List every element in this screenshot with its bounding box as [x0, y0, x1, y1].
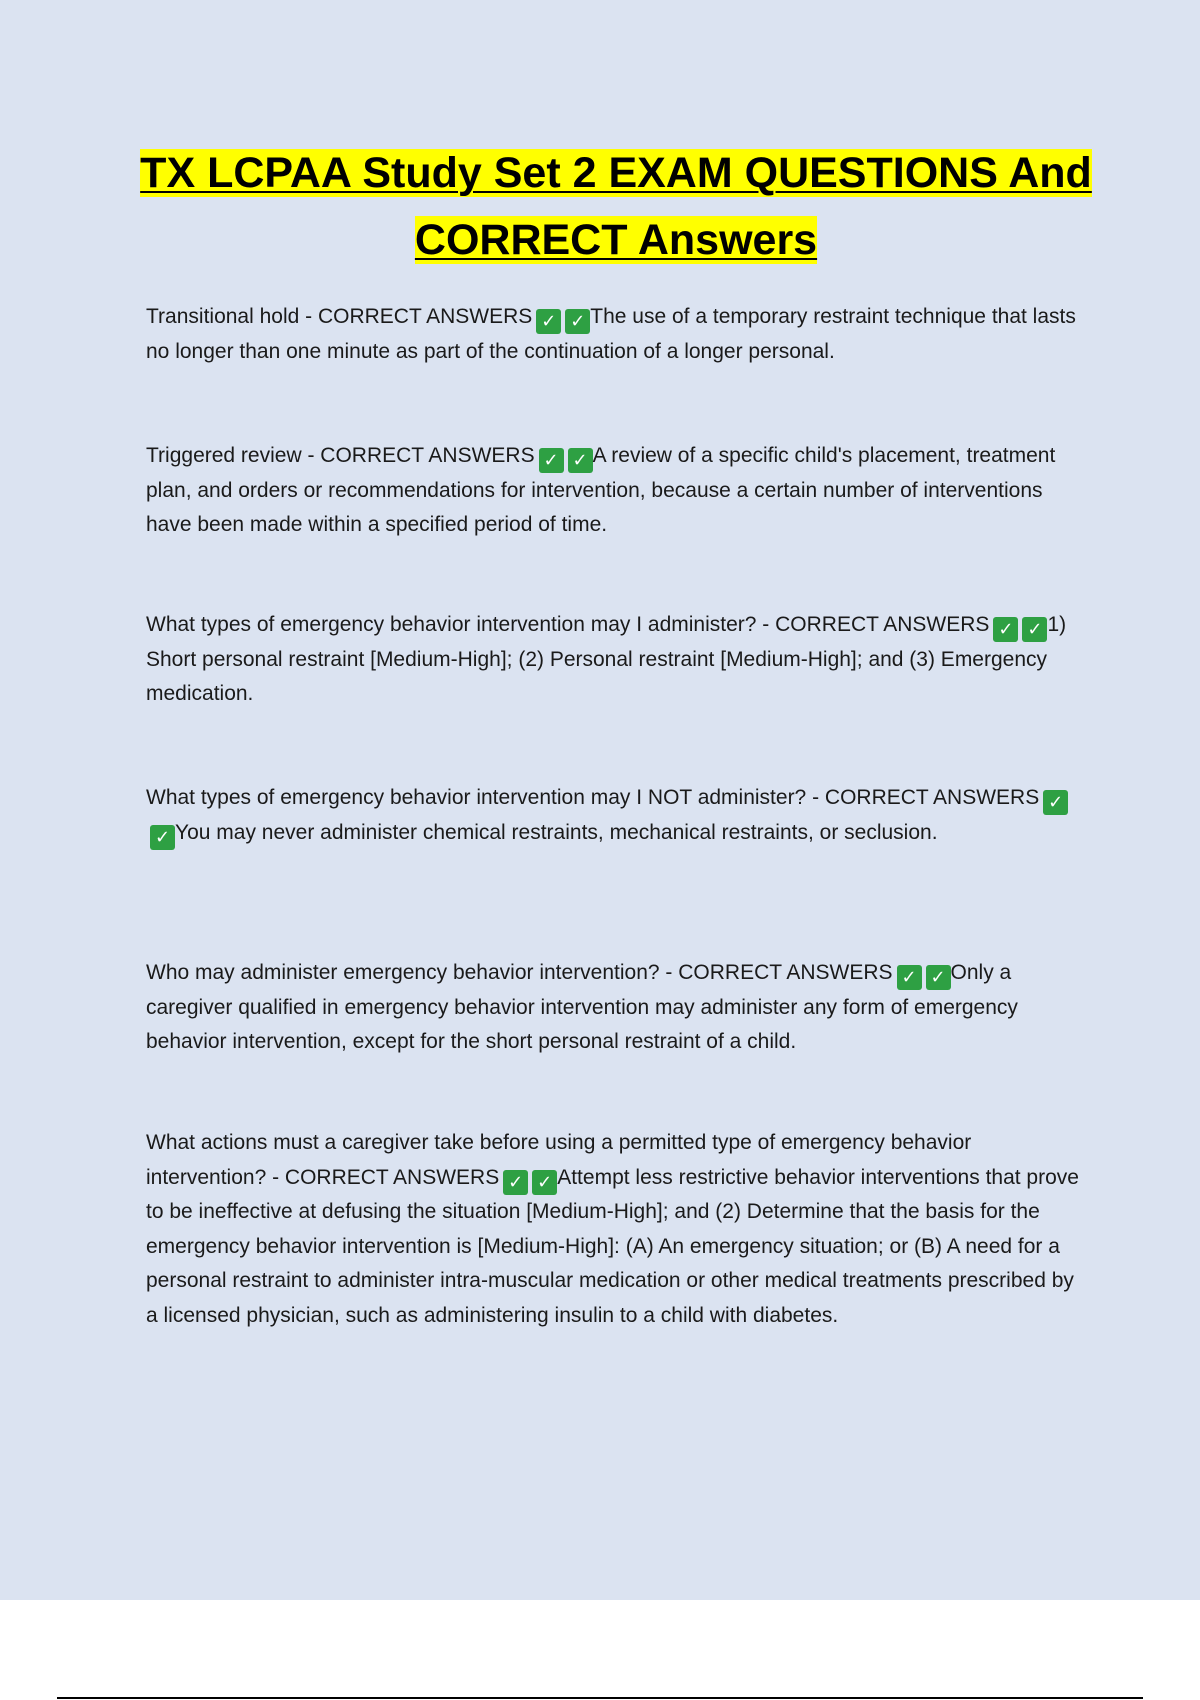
footer-divider: [57, 1697, 1143, 1699]
check-mark-icon: ✓: [568, 448, 593, 473]
qa-item-transitional-hold: [146, 300, 1086, 369]
qa-item-who-may-administer: [146, 956, 1086, 1060]
answer-text: Attempt less restrictive behavior interventions that prove to be ineffective at defusing the situation [Medium-High]; and (2) Determine that the basis for the emergency behavior intervention is [Medium-High]: (A) An emergency situation; or (B) A need for a personal restraint to administer intra-muscular medication or other medical treatments prescribed by a licensed physician, such as administering insulin to a child with diabetes.: [146, 1165, 1079, 1327]
answer-text: The use of a temporary restraint technique that lasts no longer than one minute as part of the continuation of a longer personal.: [146, 305, 1076, 363]
qa-item-triggered-review: [146, 439, 1086, 543]
question-text: Triggered review - CORRECT ANSWERS: [146, 444, 535, 467]
question-text: Transitional hold - CORRECT ANSWERS: [146, 305, 533, 328]
question-text: What types of emergency behavior intervention may I administer? - CORRECT ANSWERS: [146, 613, 990, 636]
answer-text: 1) Short personal restraint [Medium-High]; (2) Personal restraint [Medium-High]; and (3) Emergency medication.: [146, 613, 1067, 705]
check-mark-icon: ✓: [1043, 790, 1068, 815]
answer-text: You may never administer chemical restraints, mechanical restraints, or seclusion.: [175, 820, 938, 844]
title-line-1: TX LCPAA Study Set 2 EXAM QUESTIONS And: [140, 149, 1092, 197]
check-mark-icon: ✓: [993, 617, 1018, 642]
answer-text: Only a caregiver qualified in emergency behavior intervention may administer any form of emergency behavior intervention, except for the short personal restraint of a child.: [146, 961, 1018, 1053]
check-mark-icon: ✓: [897, 965, 922, 990]
document-title: [120, 140, 1112, 274]
check-mark-icon: ✓: [532, 1170, 557, 1195]
answer-text: A review of a specific child's placement, treatment plan, and orders or recommendations for intervention, because a certain number of interventions have been made within a specified period of time.: [146, 444, 1056, 536]
qa-item-may-administer: [146, 608, 1086, 712]
question-text: Who may administer emergency behavior intervention? - CORRECT ANSWERS: [146, 961, 893, 984]
qa-item-may-not-administer: [146, 781, 1086, 850]
check-mark-icon: ✓: [926, 965, 951, 990]
check-mark-icon: ✓: [150, 825, 175, 850]
check-mark-icon: ✓: [539, 448, 564, 473]
title-line-2: CORRECT Answers: [414, 216, 818, 264]
qa-item-caregiver-actions: [146, 1126, 1086, 1333]
check-mark-icon: ✓: [565, 309, 590, 334]
check-mark-icon: ✓: [1022, 617, 1047, 642]
question-text: What types of emergency behavior intervention may I NOT administer? - CORRECT ANSWERS: [146, 786, 1040, 809]
question-text: What actions must a caregiver take before using a permitted type of emergency behavior intervention? - CORRECT ANSWERS: [146, 1131, 972, 1189]
check-mark-icon: ✓: [503, 1170, 528, 1195]
check-mark-icon: ✓: [536, 309, 561, 334]
